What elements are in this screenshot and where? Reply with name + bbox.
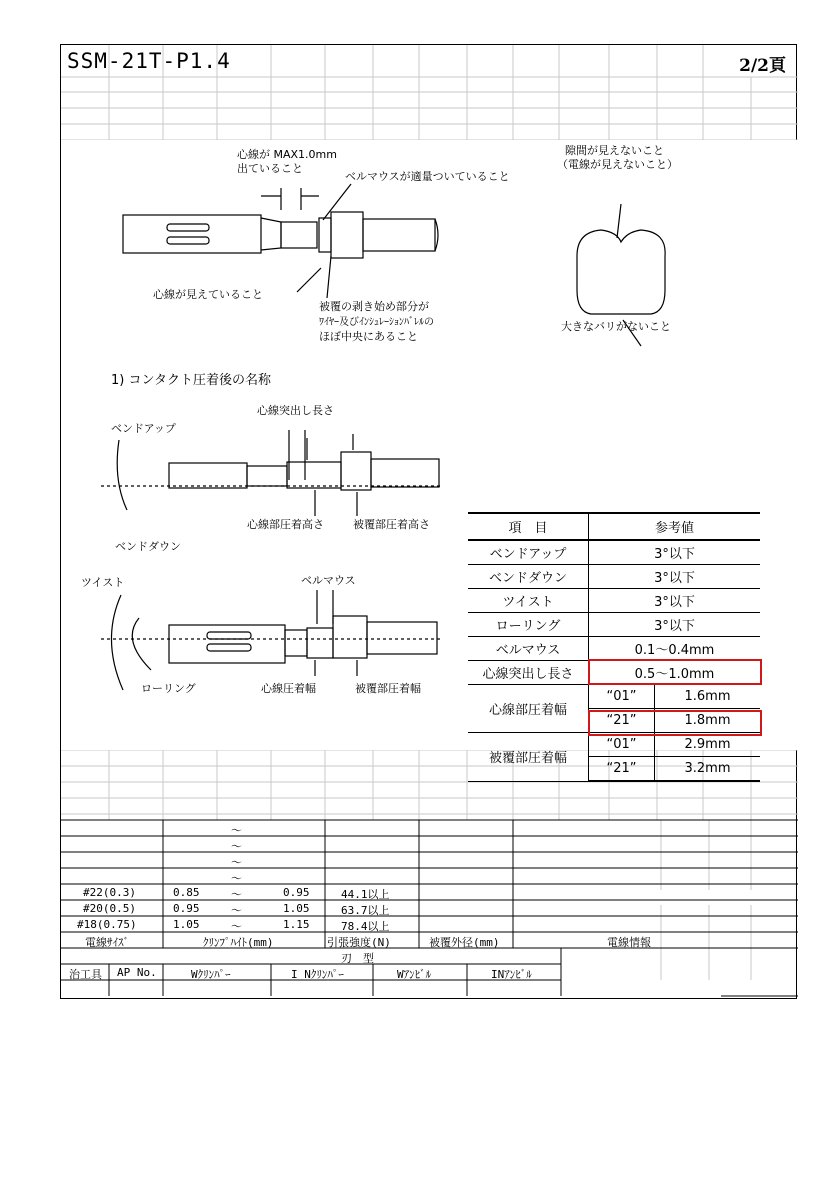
crimp-max: 0.95: [283, 886, 310, 899]
header-wire-info: 電線情報: [607, 936, 651, 949]
wire-size: #22(0.3): [83, 886, 136, 899]
note-gap-1: 隙間が見えないこと: [565, 144, 664, 157]
spec-header-value: 参考値: [589, 513, 761, 540]
crimp-min: 0.95: [173, 902, 200, 915]
spec-header-item: 項 目: [468, 513, 589, 540]
tilde: ～: [231, 856, 242, 869]
page-number: 2/2頁: [739, 56, 786, 76]
crimp-figure: [61, 140, 798, 776]
tensile: 44.1以上: [341, 888, 390, 901]
spec-value: 3°以下: [589, 613, 761, 637]
tilde: ～: [231, 824, 242, 837]
note-gap-2: （電線が見えないこと）: [557, 158, 678, 171]
table-row: [468, 733, 760, 757]
note-bellmouth-ok: ベルマウスが適量ついていること: [345, 170, 510, 183]
table-row: [468, 589, 760, 613]
header-tool: 治工具: [69, 968, 102, 981]
section-title: 1) コンタクト圧着後の名称: [111, 373, 271, 388]
document-title: SSM-21T-P1.4: [67, 49, 231, 73]
spec-value: 2.9mm: [655, 733, 761, 757]
table-row: [468, 637, 760, 661]
header-in-anvil: INｱﾝﾋﾞﾙ: [491, 968, 532, 981]
spec-value: 1.6mm: [655, 685, 761, 709]
document-sheet: [60, 44, 797, 999]
spec-item: 心線部圧着幅: [468, 685, 589, 733]
spec-value: 3°以下: [589, 565, 761, 589]
tilde: ～: [231, 840, 242, 853]
header-in-crimper: I Nｸﾘﾝﾊﾟｰ: [291, 968, 344, 981]
note-burr: 大きなバリがないこと: [561, 320, 671, 333]
header-tensile: 引張強度(N): [327, 936, 391, 949]
spec-value: 1.8mm: [655, 709, 761, 733]
spec-value: 0.5～1.0mm: [589, 661, 761, 685]
crimp-min: 0.85: [173, 886, 200, 899]
spec-value: 3°以下: [589, 589, 761, 613]
label-twist: ツイスト: [81, 576, 125, 589]
note-core-max: 心線が MAX1.0mm: [237, 148, 337, 161]
tensile: 63.7以上: [341, 904, 390, 917]
spec-value: 3.2mm: [655, 757, 761, 782]
table-row: [468, 540, 760, 565]
spec-item: ベルマウス: [468, 637, 589, 661]
spec-item: ベンドダウン: [468, 565, 589, 589]
header-wire-size: 電線ｻｲｽﾞ: [85, 936, 129, 949]
tilde: ～: [231, 904, 242, 917]
crimp-max: 1.15: [283, 918, 310, 931]
header-ap-no: AP No.: [117, 966, 157, 979]
spec-code: “21”: [589, 757, 655, 782]
crimp-min: 1.05: [173, 918, 200, 931]
crimp-max: 1.05: [283, 902, 310, 915]
table-row: [468, 565, 760, 589]
note-strip-start-2: ﾜｲﾔｰ及びｲﾝｼｭﾚｰｼｮﾝﾊﾞﾚﾙの: [319, 317, 434, 328]
label-core-crimp-height: 心線部圧着高さ: [247, 518, 324, 531]
wire-size: #18(0.75): [77, 918, 137, 931]
tilde: ～: [231, 872, 242, 885]
spec-item: ローリング: [468, 613, 589, 637]
spec-code: “21”: [589, 709, 655, 733]
header-w-crimper: Wｸﾘﾝﾊﾟｰ: [191, 968, 231, 981]
table-row: [468, 613, 760, 637]
spec-code: “01”: [589, 733, 655, 757]
note-strip-start-3: ほぼ中央にあること: [319, 330, 418, 343]
spec-item: ベンドアップ: [468, 540, 589, 565]
label-core-protrusion: 心線突出し長さ: [257, 404, 334, 417]
label-insul-crimp-width: 被覆部圧着幅: [355, 682, 421, 695]
label-bellmouth: ベルマウス: [301, 574, 356, 587]
spec-table: [468, 512, 760, 782]
label-bend-up: ベンドアップ: [111, 422, 176, 435]
spec-item: 心線突出し長さ: [468, 661, 589, 685]
highlight-core-21: [588, 659, 762, 685]
tensile: 78.4以上: [341, 920, 390, 933]
spec-item: 被覆部圧着幅: [468, 733, 589, 782]
note-core-visible: 心線が見えていること: [153, 288, 263, 301]
label-rolling: ローリング: [141, 682, 196, 695]
spec-item: ツイスト: [468, 589, 589, 613]
wire-size: #20(0.5): [83, 902, 136, 915]
spec-value: 3°以下: [589, 540, 761, 565]
header-w-anvil: Wｱﾝﾋﾞﾙ: [397, 968, 432, 981]
label-insul-crimp-height: 被覆部圧着高さ: [353, 518, 430, 531]
tilde: ～: [231, 920, 242, 933]
blade-type: 刃 型: [341, 952, 374, 965]
note-core-max-2: 出ていること: [237, 162, 303, 175]
table-row: [468, 685, 760, 709]
note-strip-start-1: 被覆の剥き始め部分が: [319, 300, 429, 313]
label-bend-down: ベンドダウン: [115, 540, 181, 553]
spec-code: “01”: [589, 685, 655, 709]
header-outer-diameter: 被覆外径(mm): [429, 936, 500, 949]
spec-value: 0.1～0.4mm: [589, 637, 761, 661]
header-crimp-height: ｸﾘﾝﾌﾟﾊｲﾄ(mm): [203, 936, 274, 949]
highlight-insul-21: [588, 710, 762, 736]
label-core-crimp-width: 心線圧着幅: [261, 682, 316, 695]
tilde: ～: [231, 888, 242, 901]
